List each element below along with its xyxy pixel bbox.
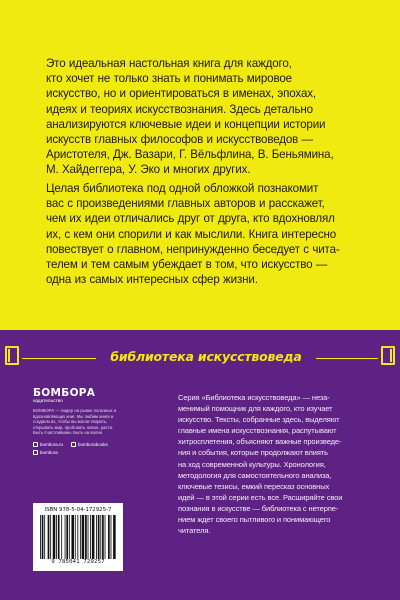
globe-icon — [33, 442, 38, 447]
social-row-site-vk — [33, 441, 123, 449]
barcode-bar — [100, 515, 101, 559]
barcode-bar — [66, 515, 68, 559]
series-title: библиотека искусствоведа — [110, 349, 302, 364]
barcode-bar — [77, 515, 78, 559]
publisher-logo: БОМБОРА — [33, 387, 96, 399]
social-row-instagram — [33, 449, 123, 457]
barcode-bar — [85, 515, 87, 559]
barcode-bar — [90, 515, 91, 559]
isbn-number: ISBN 978-5-04-172925-7 — [44, 507, 112, 513]
barcode-bar — [96, 515, 97, 559]
publisher-description: БОМБОРА — лидер на рынке полезных и вдохновляющих книг. Мы любим книги и создаем их, чтобы вы могли творить, открывать мир, пробовать новое, расти. Быть счастливыми. Быть на волне. — [33, 408, 117, 436]
barcode-bar — [98, 515, 100, 559]
series-description: Серия «Библиотека искусствоведа» — неза- менимый помощник для каждого, кто изучает искусство. Тексты, собранные здесь, выделяют главные имена искусствознания, распутывают хитросплетения, объясняют важные произведе- ния и события, которые продолжают влиять на ход современной культуры. Хронология, методология для самостоятельного анализа, ключевые тезисы, емкий пересказ основных идей — в этой серии есть все. Расширяйте свои познания в искусстве — библиотека с нетерпе- нием ждет своего пытливого и понимающего читателя. — [178, 393, 343, 536]
barcode-bar — [88, 515, 89, 559]
barcode-bar — [71, 515, 74, 559]
barcode-bar — [82, 515, 85, 559]
barcode-bar — [65, 515, 66, 559]
barcode-bar — [111, 515, 112, 559]
vk-icon — [71, 442, 76, 447]
barcode-bar — [50, 515, 51, 559]
barcode-bar — [40, 515, 41, 559]
book-icon-left — [5, 346, 19, 365]
book-icon-right — [381, 346, 395, 365]
barcode-bar — [61, 515, 62, 559]
barcode-bar — [44, 515, 45, 559]
site-link[interactable]: bombora.ru — [40, 442, 64, 448]
instagram-icon — [33, 450, 38, 455]
barcode-bar — [92, 515, 95, 559]
vk-link[interactable]: bomborabooks — [78, 442, 108, 448]
ean-digits: 9 785041 729257 — [51, 559, 105, 565]
social-links — [33, 441, 123, 457]
barcode-bar — [58, 515, 60, 559]
banner-line-right — [316, 358, 378, 359]
annotation-paragraph-1: Это идеальная настольная книга для каждого, кто хочет не только знать и понимать мировое искусство, но и ориентироваться в именах, эпохах, идеях и теориях искусствознания. Здесь детально анализируются ключевые идеи и концепции истории искусств главных философов и искусствоведов — Аристотеля, Дж. Вазари, Г. Вёльфлина, В. Беньямина, М. Хайдеггера, У. Эко и многих других. — [46, 57, 334, 177]
barcode-bar — [102, 515, 104, 559]
instagram-link[interactable]: bombora — [40, 450, 58, 456]
barcode-bar — [48, 515, 50, 559]
barcode-bar — [108, 515, 110, 559]
barcode-panel — [33, 503, 123, 571]
barcode-bar — [105, 515, 106, 559]
publisher-block — [33, 387, 123, 457]
barcode-bar — [53, 515, 56, 559]
barcode-bar — [56, 515, 57, 559]
barcode-bar — [75, 515, 76, 559]
banner-line-left — [22, 358, 96, 359]
barcode-bar — [113, 515, 116, 559]
barcode-bar — [69, 515, 70, 559]
publisher-subtitle: издательство — [33, 399, 63, 404]
barcode-icon — [38, 515, 118, 559]
barcode-bar — [80, 515, 81, 559]
annotation-paragraph-2: Целая библиотека под одной обложкой познакомит вас с произведениями главных авторов и расскажет, чем их идеи отличались друг от друга, кто вдохновлял их, с кем они спорили и как мыслили. Книга интересно повествует о главном, непринужденно беседует с чита- телем и тем самым убеждает в том, что искусство — одна из самых интересных сфер жизни. — [46, 182, 340, 287]
barcode-bar — [42, 515, 44, 559]
